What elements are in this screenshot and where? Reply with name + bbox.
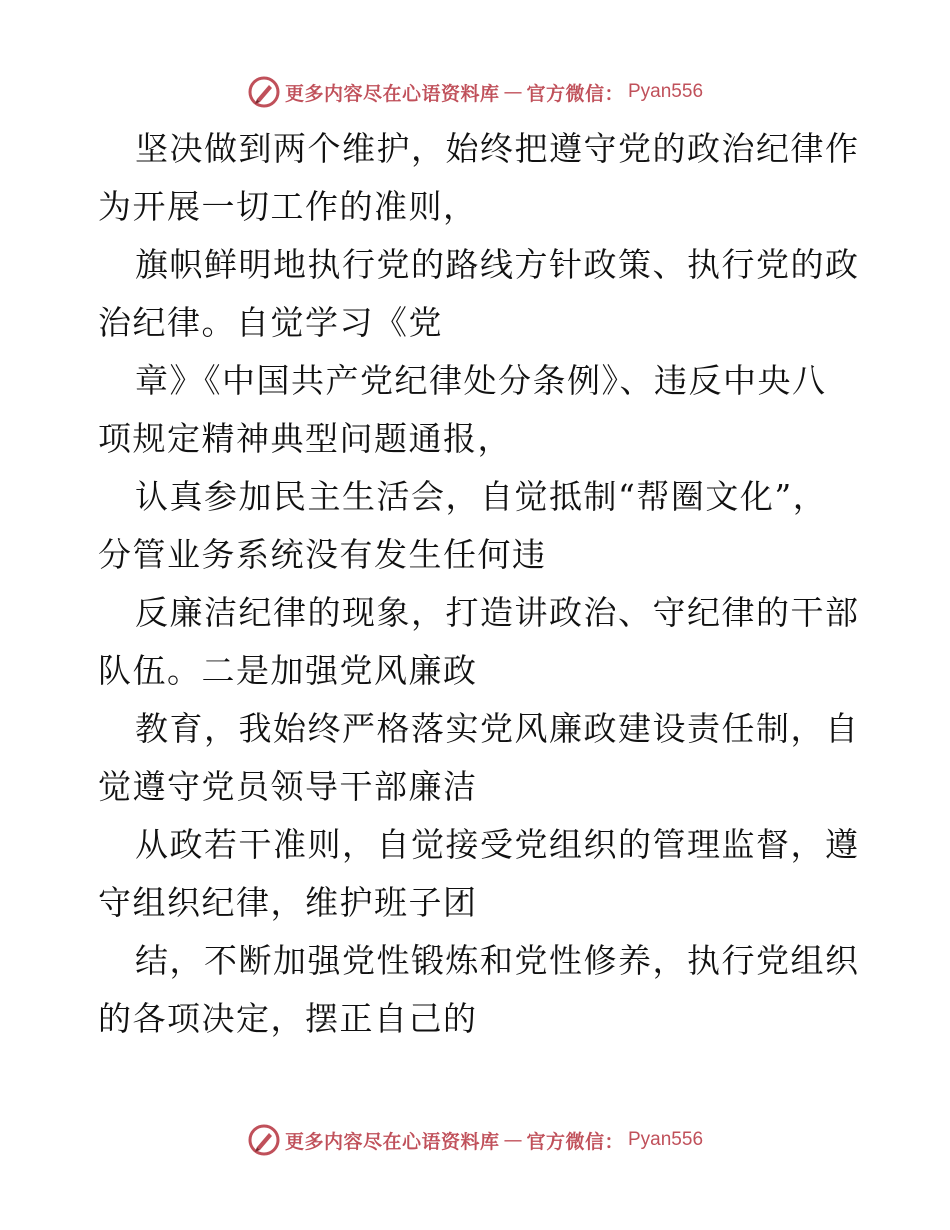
body-line: 从政若干准则，自觉接受党组织的管理监督，遵 [135,825,860,864]
body-line: 分管业务系统没有发生任何违 [98,535,547,574]
body-line: 队伍。二是加强党风廉政 [98,651,478,690]
banner-title: 更多内容尽在心语资料库 [284,82,500,105]
body-line: 旗帜鲜明地执行党的路线方针政策、执行党的政 [135,245,860,284]
banner-wechat-id: Pyan556 [628,1129,704,1150]
body-line: 认真参加民主生活会，自觉抵制“帮圈文化”， [135,477,828,516]
pen-logo-icon [247,75,281,109]
body-line: 为开展一切工作的准则， [98,187,478,226]
banner-separator: — [503,81,523,103]
footer-banner [0,1120,950,1160]
banner-wechat-id: Pyan556 [628,81,704,102]
pen-logo-icon [247,1123,281,1157]
banner-title: 更多内容尽在心语资料库 [284,1130,500,1153]
body-line: 反廉洁纪律的现象，打造讲政治、守纪律的干部 [135,593,860,632]
body-line: 教育，我始终严格落实党风廉政建设责任制，自 [135,709,860,748]
body-line: 章》《中国共产党纪律处分条例》、违反中央八 [135,361,827,400]
body-line: 觉遵守党员领导干部廉洁 [98,767,478,806]
banner-wechat-label: 官方微信： [526,1130,624,1153]
body-line: 结，不断加强党性锻炼和党性修养，执行党组织 [135,941,860,980]
body-line: 坚决做到两个维护，始终把遵守党的政治纪律作 [135,129,860,168]
body-line: 治纪律。自觉学习《党 [98,303,443,342]
body-line: 的各项决定，摆正自己的 [98,999,478,1038]
body-line: 守组织纪律，维护班子团 [98,883,478,922]
banner-wechat-label: 官方微信： [526,82,624,105]
banner-separator: — [503,1129,523,1151]
body-line: 项规定精神典型问题通报， [98,419,512,458]
header-banner [0,72,950,112]
document-body [98,120,858,1048]
